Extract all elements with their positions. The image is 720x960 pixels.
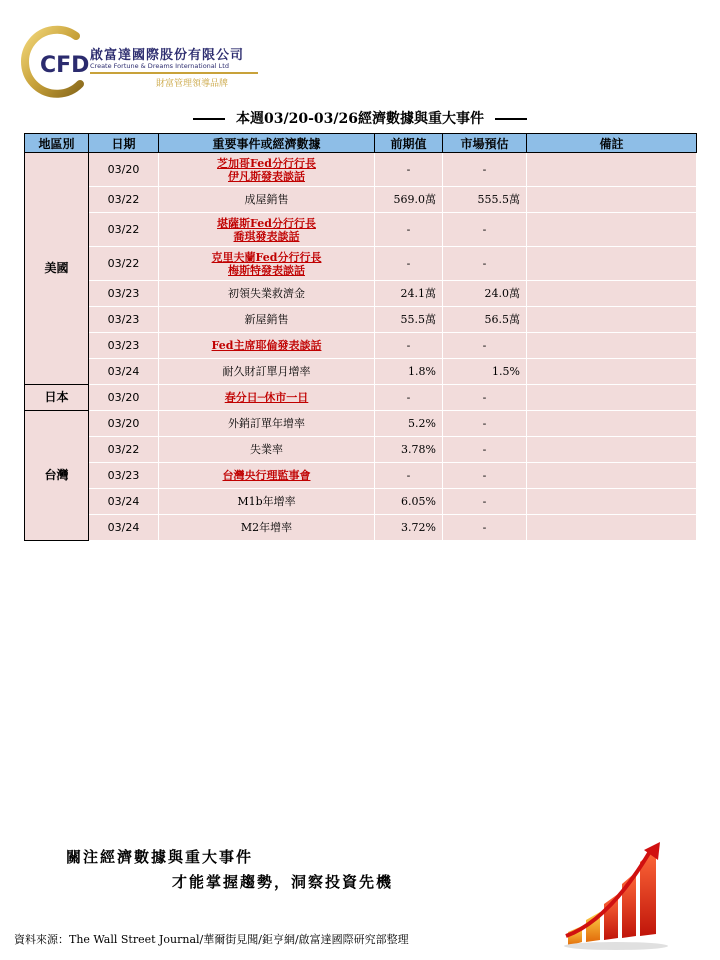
- previous-value-cell: 1.8%: [375, 359, 443, 385]
- forecast-value-cell: -: [443, 489, 527, 515]
- table-body: [25, 153, 697, 541]
- header-date: 日期: [89, 134, 159, 153]
- event-text: 芝加哥Fed分行行長: [217, 156, 316, 170]
- note-cell: [527, 247, 697, 281]
- event-cell: [159, 333, 375, 359]
- company-logo: [14, 22, 264, 102]
- event-text: 新屋銷售: [244, 313, 289, 326]
- event-text: Fed主席耶倫發表談話: [211, 339, 322, 352]
- event-cell: [159, 411, 375, 437]
- forecast-value-cell: 555.5萬: [443, 187, 527, 213]
- forecast-value-cell: 1.5%: [443, 359, 527, 385]
- note-cell: [527, 385, 697, 411]
- footer-message-line1: 關注經濟數據與重大事件: [66, 848, 254, 866]
- header-forecast: 市場預估: [443, 134, 527, 153]
- header-previous: 前期值: [375, 134, 443, 153]
- date-cell: 03/22: [89, 213, 159, 247]
- event-cell: [159, 515, 375, 541]
- date-cell: 03/22: [89, 247, 159, 281]
- table-row: [25, 411, 697, 437]
- date-cell: 03/24: [89, 489, 159, 515]
- event-text: 台灣央行理監事會: [222, 469, 311, 482]
- event-cell: [159, 213, 375, 247]
- event-text: 喬琪發表談話: [233, 229, 300, 243]
- date-cell: 03/22: [89, 437, 159, 463]
- header-note: 備註: [527, 134, 697, 153]
- forecast-value-cell: -: [443, 385, 527, 411]
- event-cell: [159, 247, 375, 281]
- previous-value-cell: -: [375, 213, 443, 247]
- table-row: [25, 359, 697, 385]
- forecast-value-cell: -: [443, 153, 527, 187]
- table-row: [25, 515, 697, 541]
- title-rule-right: [495, 118, 527, 120]
- note-cell: [527, 411, 697, 437]
- event-cell: [159, 463, 375, 489]
- header-event: 重要事件或經濟數據: [159, 134, 375, 153]
- previous-value-cell: 6.05%: [375, 489, 443, 515]
- event-text: 春分日─休市一日: [224, 391, 309, 404]
- previous-value-cell: -: [375, 385, 443, 411]
- previous-value-cell: 3.72%: [375, 515, 443, 541]
- forecast-value-cell: -: [443, 213, 527, 247]
- event-text: M2年增率: [240, 521, 293, 534]
- table-row: [25, 281, 697, 307]
- table-row: [25, 153, 697, 187]
- previous-value-cell: 5.2%: [375, 411, 443, 437]
- date-cell: 03/23: [89, 281, 159, 307]
- table-row: [25, 213, 697, 247]
- footer-message-line2: 才能掌握趨勢，洞察投資先機: [172, 873, 394, 891]
- previous-value-cell: -: [375, 247, 443, 281]
- event-text: 伊凡斯發表談話: [228, 169, 305, 183]
- header-region: 地區別: [25, 134, 89, 153]
- note-cell: [527, 213, 697, 247]
- region-cell: 日本: [25, 385, 89, 411]
- growth-chart-icon: [560, 840, 680, 950]
- event-cell: [159, 281, 375, 307]
- company-slogan: 財富管理領導品牌: [156, 79, 229, 89]
- table-row: [25, 307, 697, 333]
- note-cell: [527, 307, 697, 333]
- forecast-value-cell: -: [443, 411, 527, 437]
- date-cell: 03/23: [89, 307, 159, 333]
- forecast-value-cell: -: [443, 515, 527, 541]
- title-rule-left: [193, 118, 225, 120]
- event-cell: [159, 187, 375, 213]
- table-row: [25, 489, 697, 515]
- previous-value-cell: -: [375, 463, 443, 489]
- forecast-value-cell: 24.0萬: [443, 281, 527, 307]
- forecast-value-cell: -: [443, 247, 527, 281]
- table-row: [25, 385, 697, 411]
- previous-value-cell: 55.5萬: [375, 307, 443, 333]
- data-source: 資料來源：The Wall Street Journal/華爾街見聞/鉅亨網/啟富達國際研究部整理: [14, 933, 409, 946]
- event-text: M1b年增率: [237, 495, 296, 508]
- note-cell: [527, 437, 697, 463]
- svg-text:CFD: CFD: [40, 53, 90, 78]
- date-cell: 03/23: [89, 463, 159, 489]
- forecast-value-cell: -: [443, 437, 527, 463]
- previous-value-cell: 3.78%: [375, 437, 443, 463]
- date-cell: 03/24: [89, 359, 159, 385]
- event-text: 初領失業救濟金: [228, 287, 305, 300]
- event-cell: [159, 437, 375, 463]
- date-cell: 03/20: [89, 385, 159, 411]
- previous-value-cell: -: [375, 153, 443, 187]
- event-text: 耐久財訂單月增率: [222, 365, 311, 378]
- previous-value-cell: 24.1萬: [375, 281, 443, 307]
- page-title-wrap: [0, 108, 720, 128]
- date-cell: 03/20: [89, 411, 159, 437]
- region-cell: 美國: [25, 153, 89, 385]
- date-cell: 03/20: [89, 153, 159, 187]
- forecast-value-cell: 56.5萬: [443, 307, 527, 333]
- note-cell: [527, 281, 697, 307]
- event-text: 克里夫蘭Fed分行行長: [211, 250, 322, 264]
- event-text: 外銷訂單年增率: [228, 417, 305, 430]
- cfd-logo-icon: [14, 22, 94, 102]
- events-table: [24, 133, 697, 541]
- page-title: 本週03/20-03/26經濟數據與重大事件: [236, 111, 484, 127]
- note-cell: [527, 187, 697, 213]
- note-cell: [527, 463, 697, 489]
- company-name-cn: 啟富達國際股份有限公司: [90, 48, 245, 63]
- event-cell: [159, 359, 375, 385]
- previous-value-cell: 569.0萬: [375, 187, 443, 213]
- event-text: 成屋銷售: [244, 193, 289, 206]
- date-cell: 03/24: [89, 515, 159, 541]
- company-name-en: Create Fortune & Dreams International Ltd: [90, 62, 229, 70]
- region-cell: 台灣: [25, 411, 89, 541]
- event-text: 堪薩斯Fed分行行長: [217, 216, 316, 230]
- table-row: [25, 463, 697, 489]
- table-header-row: [25, 134, 697, 153]
- note-cell: [527, 333, 697, 359]
- note-cell: [527, 489, 697, 515]
- note-cell: [527, 359, 697, 385]
- table-row: [25, 247, 697, 281]
- table-row: [25, 187, 697, 213]
- note-cell: [527, 153, 697, 187]
- event-cell: [159, 489, 375, 515]
- event-text: 失業率: [250, 443, 283, 456]
- event-cell: [159, 307, 375, 333]
- table-row: [25, 437, 697, 463]
- forecast-value-cell: -: [443, 333, 527, 359]
- date-cell: 03/23: [89, 333, 159, 359]
- event-cell: [159, 385, 375, 411]
- logo-divider: [90, 72, 258, 74]
- date-cell: 03/22: [89, 187, 159, 213]
- event-text: 梅斯特發表談話: [228, 263, 305, 277]
- note-cell: [527, 515, 697, 541]
- table-row: [25, 333, 697, 359]
- previous-value-cell: -: [375, 333, 443, 359]
- event-cell: [159, 153, 375, 187]
- forecast-value-cell: -: [443, 463, 527, 489]
